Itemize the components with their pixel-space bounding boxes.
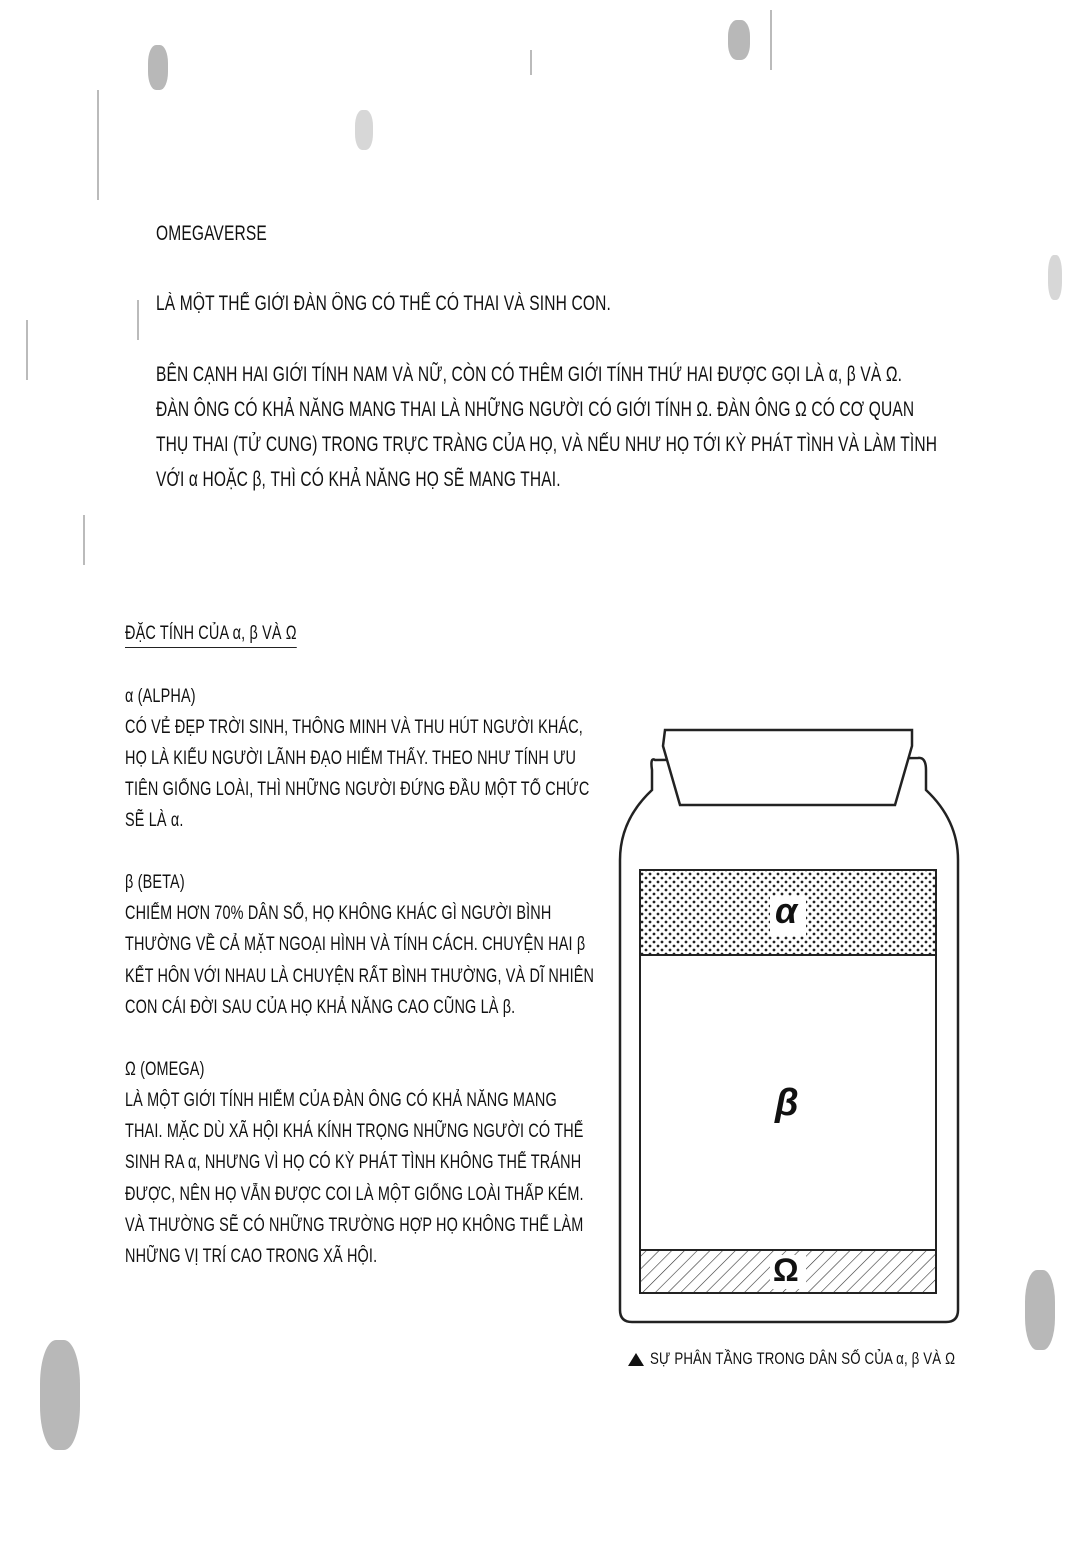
omega-line: NHỮNG VỊ TRÍ CAO TRONG XÃ HỘI. xyxy=(125,1246,378,1267)
beta-line: CON CÁI ĐỜI SAU CỦA HỌ KHẢ NĂNG CAO CŨNG LÀ β. xyxy=(125,997,516,1018)
page-title: OMEGAVERSE xyxy=(156,222,267,245)
intro-text: LÀ MỘT THẾ GIỚI ĐÀN ÔNG CÓ THỂ CÓ THAI VÀ SINH CON. xyxy=(156,292,611,315)
alpha-line: TIÊN GIỐNG LOÀI, THÌ NHỮNG NGƯỜI ĐỨNG ĐẦU MỘT TỔ CHỨC xyxy=(125,779,590,800)
beta-line: THƯỜNG VỀ CẢ MẶT NGOẠI HÌNH VÀ TÍNH CÁCH. CHUYỆN HAI β xyxy=(125,934,586,955)
beta-line: KẾT HÔN VỚI NHAU LÀ CHUYỆN RẤT BÌNH THƯỜNG, VÀ DĨ NHIÊN xyxy=(125,966,595,987)
alpha-line: HỌ LÀ KIỂU NGƯỜI LÃNH ĐẠO HIẾM THẤY. THEO NHƯ TÍNH ƯU xyxy=(125,748,577,769)
paragraph-line: VỚI α HOẶC β, THÌ CÓ KHẢ NĂNG HỌ SẼ MANG THAI. xyxy=(156,468,561,491)
paragraph-line: THỤ THAI (TỬ CUNG) TRONG TRỰC TRÀNG CỦA HỌ, VÀ NẾU NHƯ HỌ TỚI KỲ PHÁT TÌNH VÀ LÀM TÌNH xyxy=(156,433,938,456)
alpha-line: CÓ VẺ ĐẸP TRỜI SINH, THÔNG MINH VÀ THU HÚT NGƯỜI KHÁC, xyxy=(125,717,583,738)
jar-lid xyxy=(663,730,912,805)
omega-line: ĐƯỢC, NÊN HỌ VẪN ĐƯỢC COI LÀ MỘT GIỐNG LOÀI THẤP KÉM. xyxy=(125,1184,584,1205)
jar-caption: SỰ PHÂN TẦNG TRONG DÂN SỐ CỦA α, β VÀ Ω xyxy=(650,1349,956,1368)
omega-heading: Ω (OMEGA) xyxy=(125,1059,205,1080)
omega-line: SINH RA α, NHƯNG VÌ HỌ CÓ KỲ PHÁT TÌNH KHÔNG THỂ TRÁNH xyxy=(125,1152,582,1173)
omega-line: LÀ MỘT GIỚI TÍNH HIẾM CỦA ĐÀN ÔNG CÓ KHẢ NĂNG MANG xyxy=(125,1090,557,1111)
omega-label: Ω xyxy=(773,1252,799,1288)
alpha-line: SẼ LÀ α. xyxy=(125,810,184,831)
triangle-up-icon xyxy=(628,1353,644,1366)
omega-line: VÀ THƯỜNG SẼ CÓ NHỮNG TRƯỜNG HỢP HỌ KHÔNG THỂ LÀM xyxy=(125,1215,584,1236)
section-heading: ĐẶC TÍNH CỦA α, β VÀ Ω xyxy=(125,623,297,648)
alpha-label: α xyxy=(775,890,798,931)
alpha-heading: α (ALPHA) xyxy=(125,686,196,707)
beta-label: β xyxy=(775,1082,799,1124)
beta-heading: β (BETA) xyxy=(125,872,185,893)
omega-line: THAI. MẶC DÙ XÃ HỘI KHÁ KÍNH TRỌNG NHỮNG NGƯỜI CÓ THỂ xyxy=(125,1121,584,1142)
paragraph-line: BÊN CẠNH HAI GIỚI TÍNH NAM VÀ NỮ, CÒN CÓ THÊM GIỚI TÍNH THỨ HAI ĐƯỢC GỌI LÀ α, β VÀ Ω. xyxy=(156,363,903,386)
paragraph-line: ĐÀN ÔNG CÓ KHẢ NĂNG MANG THAI LÀ NHỮNG NGƯỜI CÓ GIỚI TÍNH Ω. ĐÀN ÔNG Ω CÓ CƠ QUAN xyxy=(156,398,915,421)
beta-line: CHIẾM HƠN 70% DÂN SỐ, HỌ KHÔNG KHÁC GÌ NGƯỜI BÌNH xyxy=(125,903,552,924)
